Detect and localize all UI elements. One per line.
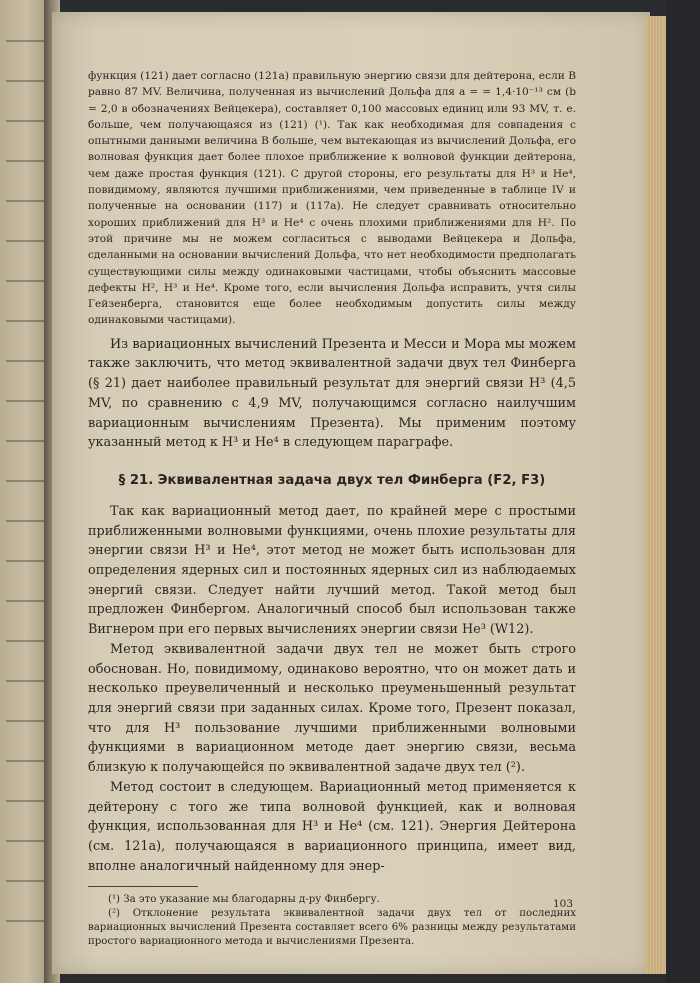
small-paragraph-text: функция (121) дает согласно (121a) правильную энергию связи для дейтерона, если B равно 87 MV. Величина, полученная из вычислений Дольфа для a = = 1,4·10⁻¹³ см (b = 2,0 в обозначениях Вейцекера), составляет 0,100 массовых единиц или 93 MV, т. е. больше, чем получающаяся из (121) (¹). Так как необходимая для совпадения с опытными данными величина B больше, чем вытекающая из вычислений Дольфа, его волновая функция дает более плохое приближение к волновой функции дейтерона, чем даже простая функция (121). С другой стороны, его результаты для H³ и He⁴, повидимому, являются лучшими приближениями, чем приведенные в таблице IV и полученные на основании (117) и (117a). Не следует сравнивать относительно хороших приближений для H³ и He⁴ с очень плохими приближениями для H². По этой причине мы не можем согласиться с выводами Вейцекера и Дольфа, сделанными на основании вычислений Дольфа, что нет необходимости предполагать существующими силы между одинаковыми частицами, чтобы объяснить массовые дефекты H², H³ и He⁴. Кроме того, если вычисления Дольфа исправить, учтя силы Гейзенберга, становится еще более необходимым допустить силы между одинаковыми частицами). [88, 70, 576, 327]
page-stack-edge [646, 16, 668, 974]
paragraph-2: Так как вариационный метод дает, по крайней мере с простыми приближенными волновыми функциями, очень плохие результаты для энергии связи H³ и He⁴, этот метод не может быть использован для определения ядерных сил и постоянных ядерных сил из наблюдаемых энергий связи. Следует найти лучший метод. Такой метод был предложен Финбергом. Аналогичный способ был использован также Вигнером при его первых вычислениях энергии связи He³ (W12). [88, 503, 576, 638]
paragraph-3: Метод эквивалентной задачи двух тел не может быть строго обоснован. Но, повидимому, одинаково вероятно, что он может дать и несколько преувеличенный и несколько преуменьшенный результат для энергий связи при заданных силах. Кроме того, Презент показал, что для H³ пользование лучшими приближенными волновыми функциями в вариационном методе дает энергию связи, весьма близкую к получающейся по эквивалентной задаче двух тел (²). [88, 641, 576, 776]
book-cover [666, 0, 700, 983]
left-page-text-line [6, 600, 44, 602]
left-page-text-line [6, 560, 44, 562]
left-page-text-line [6, 240, 44, 242]
footnotes [88, 893, 576, 949]
page-number: 103 [553, 898, 574, 910]
left-page-text-line [6, 280, 44, 282]
left-page-text-line [6, 320, 44, 322]
paragraph-4: Метод состоит в следующем. Вариационный метод применяется к дейтерону с того же типа волновой функцией, как и волновая функция, использованная для H³ и He⁴ (см. 121). Энергия Дейтерона (см. 121a), получающаяся в вариационного принципа, имеет вид, вполне аналогичный найденному для энер- [88, 779, 576, 874]
left-page-text-line [6, 720, 44, 722]
left-page-text-line [6, 480, 44, 482]
left-page-text-line [6, 120, 44, 122]
section-heading: § 21. Эквивалентная задача двух тел Финберга (F2, F3) [118, 472, 546, 488]
left-page-text-line [6, 760, 44, 762]
footnote-2: (²) Отклонение результата эквивалентной задачи двух тел от последних вариационных вычислений Презента составляет всего 6% разницы между результатами простого вариационного метода и вычислениями Презента. [88, 908, 576, 948]
left-page-text-line [6, 800, 44, 802]
left-page-text-line [6, 40, 44, 42]
left-page-text-line [6, 880, 44, 882]
paragraph-1: Из вариационных вычислений Презента и Месси и Мора мы можем также заключить, что метод эквивалентной задачи двух тел Финберга (§ 21) дает наиболее правильный результат для энергий связи H³ (4,5 MV, по сравнению с 4,9 MV, получающимся согласно наилучшим вариационным вычислениям Презента). Мы применим поэтому указанный метод к H³ и He⁴ в следующем параграфе. [88, 336, 576, 451]
footnote-rule [88, 886, 198, 887]
left-page-text-line [6, 200, 44, 202]
footnote-1: (¹) За это указание мы благодарны д-ру Финбергу. [108, 894, 380, 906]
left-page-text-line [6, 520, 44, 522]
left-page-text-line [6, 920, 44, 922]
left-page-text-line [6, 640, 44, 642]
left-page-text-line [6, 80, 44, 82]
left-page-text-line [6, 680, 44, 682]
left-page-text-line [6, 440, 44, 442]
page-text [88, 68, 576, 949]
left-page-text-line [6, 840, 44, 842]
left-page-text-line [6, 400, 44, 402]
left-page-text-line [6, 160, 44, 162]
left-page-text-line [6, 360, 44, 362]
left-page-edge [0, 0, 48, 983]
small-print-paragraph [88, 68, 576, 329]
